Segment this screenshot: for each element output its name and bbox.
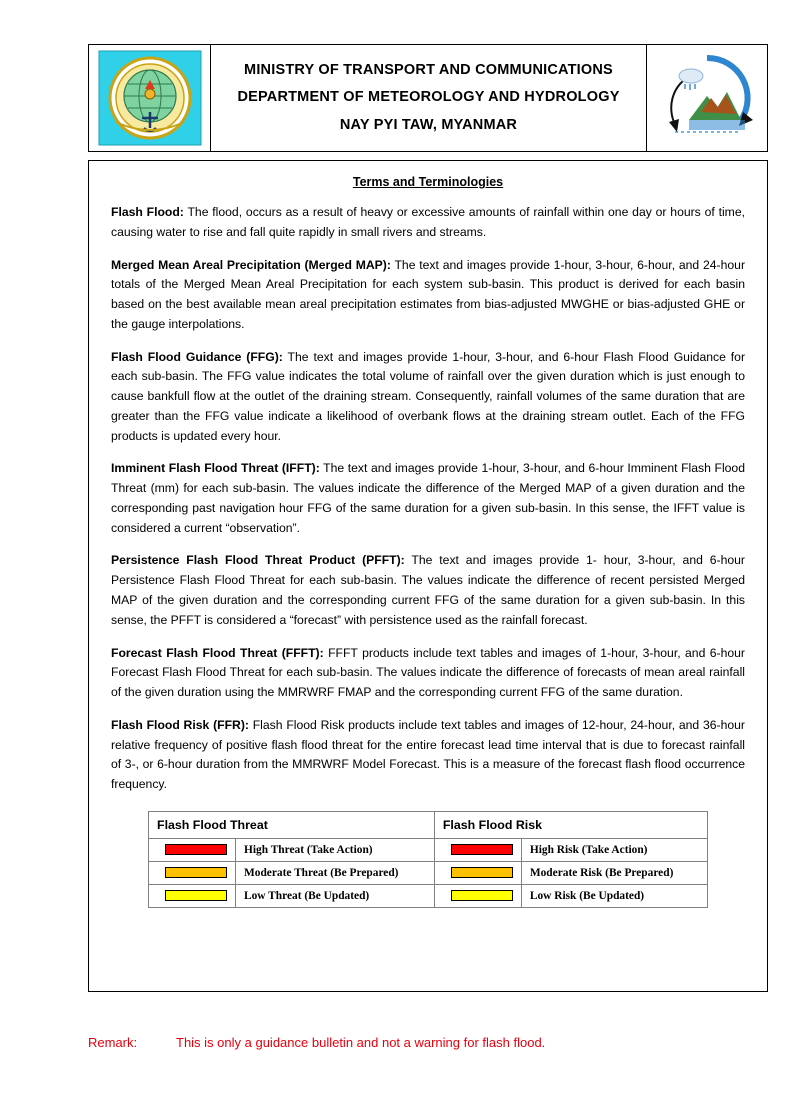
color-swatch-orange [451, 867, 513, 878]
term-paragraph-ffg [111, 348, 745, 447]
threat-swatch-high [149, 838, 236, 861]
color-swatch-orange [165, 867, 227, 878]
threat-swatch-low [149, 884, 236, 907]
term-paragraph-ifft [111, 459, 745, 538]
term-text: The text and images provide 1-hour, 3-hour, and 6-hour Imminent Flash Flood Threat (mm) for each sub-basin. The values indicate the difference of the Merged MAP of a given duration and the corresponding past navigation hour FFG of the same duration for a given sub-basin. In this sense, the IFFT value is considered a current “observation”. [111, 461, 745, 535]
term-paragraph-pfft [111, 551, 745, 630]
header-line-2: DEPARTMENT OF METEOROLOGY AND HYDROLOGY [237, 89, 620, 106]
hydrology-cycle-logo-icon [655, 50, 759, 146]
table-row [149, 884, 708, 907]
threat-label-high: High Threat (Take Action) [236, 838, 435, 861]
term-label: Flash Flood: [111, 205, 184, 219]
terms-and-terminologies-box [88, 160, 768, 992]
legend-table [148, 811, 708, 908]
dmh-department-seal-icon [98, 50, 202, 146]
term-text: The flood, occurs as a result of heavy or excessive amounts of rainfall within one day or hours of time, causing water to rise and fall quite rapidly in small rivers and streams. [111, 205, 745, 239]
risk-swatch-moderate [434, 861, 521, 884]
threat-label-low: Low Threat (Be Updated) [236, 884, 435, 907]
risk-label-moderate: Moderate Risk (Be Prepared) [521, 861, 707, 884]
term-paragraph-ffft [111, 644, 745, 703]
table-row [149, 838, 708, 861]
header-titles [211, 45, 647, 151]
color-swatch-yellow [165, 890, 227, 901]
term-paragraph-merged-map [111, 256, 745, 335]
risk-swatch-low [434, 884, 521, 907]
hydrology-cycle-logo [647, 45, 767, 151]
legend-column-risk: Flash Flood Risk [434, 811, 707, 838]
page-title: Terms and Terminologies [352, 175, 504, 189]
remark-label: Remark: [88, 1035, 138, 1050]
remark-note [88, 1035, 768, 1050]
header-line-3: NAY PYI TAW, MYANMAR [339, 116, 518, 133]
color-swatch-red [451, 844, 513, 855]
term-paragraph-ffr [111, 716, 745, 795]
term-text: Flash Flood Risk products include text tables and images of 12-hour, 24-hour, and 36-hour relative frequency of positive flash flood threat for the entire forecast lead time interval that is due to forecast rainfall of 3-, or 6-hour duration from the MMRWRF Model Forecast. This is a measure of the forecast flash flood occurrence frequency. [111, 717, 745, 792]
term-label: Flash Flood Risk (FFR): [111, 717, 249, 732]
table-header-row [149, 811, 708, 838]
header-line-1: MINISTRY OF TRANSPORT AND COMMUNICATIONS [244, 61, 613, 78]
risk-label-low: Low Risk (Be Updated) [521, 884, 707, 907]
threat-label-moderate: Moderate Threat (Be Prepared) [236, 861, 435, 884]
threat-swatch-moderate [149, 861, 236, 884]
legend-table-wrapper [111, 811, 745, 908]
table-row [149, 861, 708, 884]
risk-label-high: High Risk (Take Action) [521, 838, 707, 861]
color-swatch-red [165, 844, 227, 855]
term-label: Flash Flood Guidance (FFG): [111, 349, 283, 364]
term-text: FFFT products include text tables and images of 1-hour, 3-hour, and 6-hour Forecast Flash Flood Threat for each sub-basin. The values indicate the difference of forecasts of mean areal rainfall of the given duration using the MMRWRF FMAP and the corresponding current FFG of the same duration. [111, 645, 745, 700]
term-label: Merged Mean Areal Precipitation (Merged MAP): [111, 257, 391, 272]
term-paragraph-flash-flood [111, 203, 745, 243]
risk-swatch-high [434, 838, 521, 861]
term-label: Forecast Flash Flood Threat (FFFT): [111, 645, 324, 660]
term-label: Imminent Flash Flood Threat (IFFT): [111, 461, 320, 476]
term-text: The text and images provide 1-hour, 3-hour, 6-hour, and 24-hour totals of the Merged Mean Areal Precipitation for each system sub-basin. This product is derived for each basin based on the best available mean areal precipitation estimates from bias-adjusted MWGHE or bias-adjusted GHE or the gauge interpolations. [111, 257, 745, 331]
color-swatch-yellow [451, 890, 513, 901]
term-label: Persistence Flash Flood Threat Product (PFFT): [111, 553, 405, 568]
term-text: The text and images provide 1-hour, 3-hour, and 6-hour Flash Flood Guidance for each sub-basin. The FFG value indicates the total volume of rainfall over the given duration which is just enough to cause bankfull flow at the outlet of the draining stream. Consequently, rainfall volumes of the same duration that are greater than the FFG value indicate a likelihood of overbank flows at the draining stream outlet. Each of the FFG products is updated every hour. [111, 349, 746, 443]
document-header [88, 44, 768, 152]
term-text: The text and images provide 1- hour, 3-hour, and 6-hour Persistence Flash Flood Threat for each sub-basin. The values indicate the difference of recent persisted Merged MAP of the given duration and the corresponding current FFG of the same duration for a given sub-basin. In this sense, the PFFT is considered a “forecast” with persistence used as the rainfall forecast. [111, 553, 745, 627]
legend-column-threat: Flash Flood Threat [149, 811, 435, 838]
dmh-department-seal [89, 45, 211, 151]
remark-text: This is only a guidance bulletin and not a warning for flash flood. [176, 1035, 546, 1050]
